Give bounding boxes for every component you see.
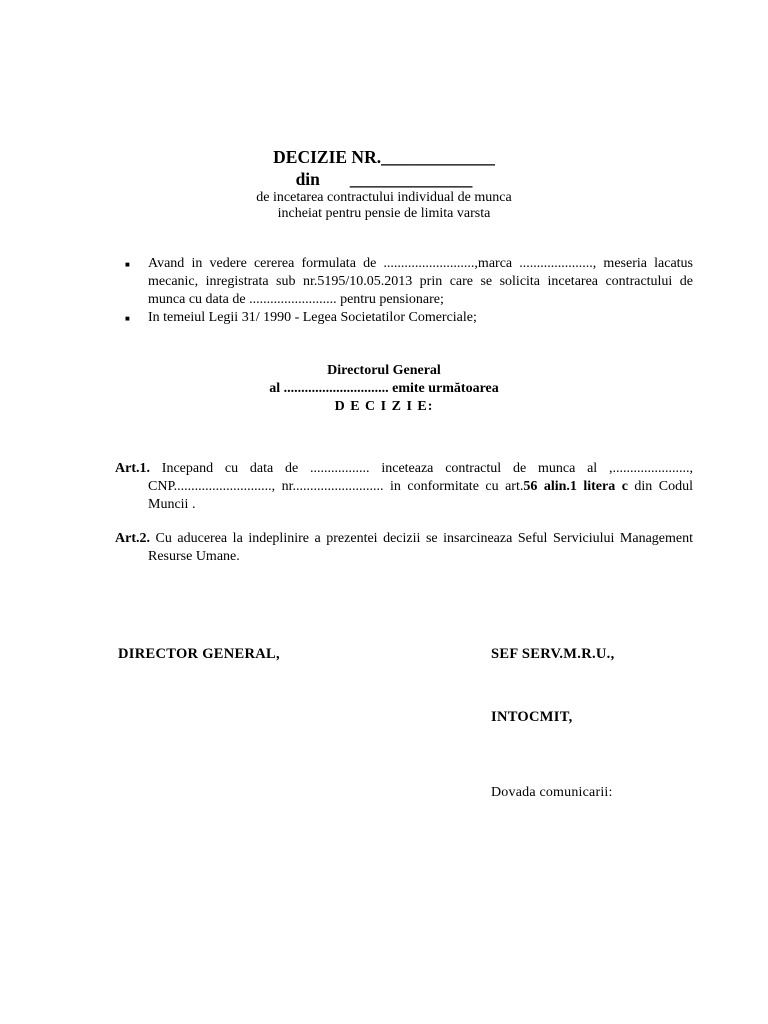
article-1-label: Art.1.: [115, 461, 150, 476]
considerations-list: [115, 255, 693, 327]
signature-intocmit: INTOCMIT,: [491, 709, 573, 725]
article-1-legal-reference: 56 alin.1 litera c: [523, 479, 628, 494]
decision-heading: D E C I Z I E:: [334, 399, 434, 414]
decision-date-blank: ______________: [349, 169, 473, 189]
consideration-item: ■ In temeiul Legii 31/ 1990 - Legea Societatilor Comerciale;: [148, 309, 693, 327]
issuer-line: al .............................. emite următoarea: [269, 381, 499, 396]
decision-number-line: [0, 146, 768, 168]
decision-number-label: DECIZIE NR.: [273, 147, 382, 167]
article-1-text: Incepand cu data de ................. inceteaza contractul de munca al ,......................, CNP............................, nr.......................... in conformitate cu art.: [148, 461, 693, 494]
signature-director-general: DIRECTOR GENERAL,: [118, 646, 280, 662]
consideration-item: ■ Avand in vedere cererea formulata de ..........................,marca ....................., meseria lacatus mecanic, inregistrata sub nr.5195/10.05.2013 prin care se solicita incetarea contractului de munca cu data de ......................... pentru pensionare;: [148, 255, 693, 309]
decision-date-label: din: [295, 169, 320, 189]
document-subtitle-2: incheiat pentru pensie de limita varsta: [277, 206, 491, 221]
article-1-text-end: din Codul Muncii .: [148, 479, 693, 512]
decision-date-line: [0, 168, 768, 190]
article-2-text: Cu aducerea la indeplinire a prezentei decizii se insarcineaza Seful Serviciului Management Resurse Umane.: [148, 531, 693, 564]
article-2-label: Art.2.: [115, 531, 150, 546]
proof-of-communication-label: Dovada comunicarii:: [491, 785, 613, 800]
article-2: [115, 530, 693, 566]
document-title-block: [0, 146, 768, 222]
decision-number-blank: _____________: [381, 147, 495, 167]
article-1: [115, 460, 693, 514]
issuer-block: [0, 362, 768, 416]
document-subtitle: de incetarea contractului individual de munca: [256, 190, 512, 205]
issuer-title: Directorul General: [327, 363, 441, 378]
signature-sef-serv-mru: SEF SERV.M.R.U.,: [491, 646, 615, 662]
